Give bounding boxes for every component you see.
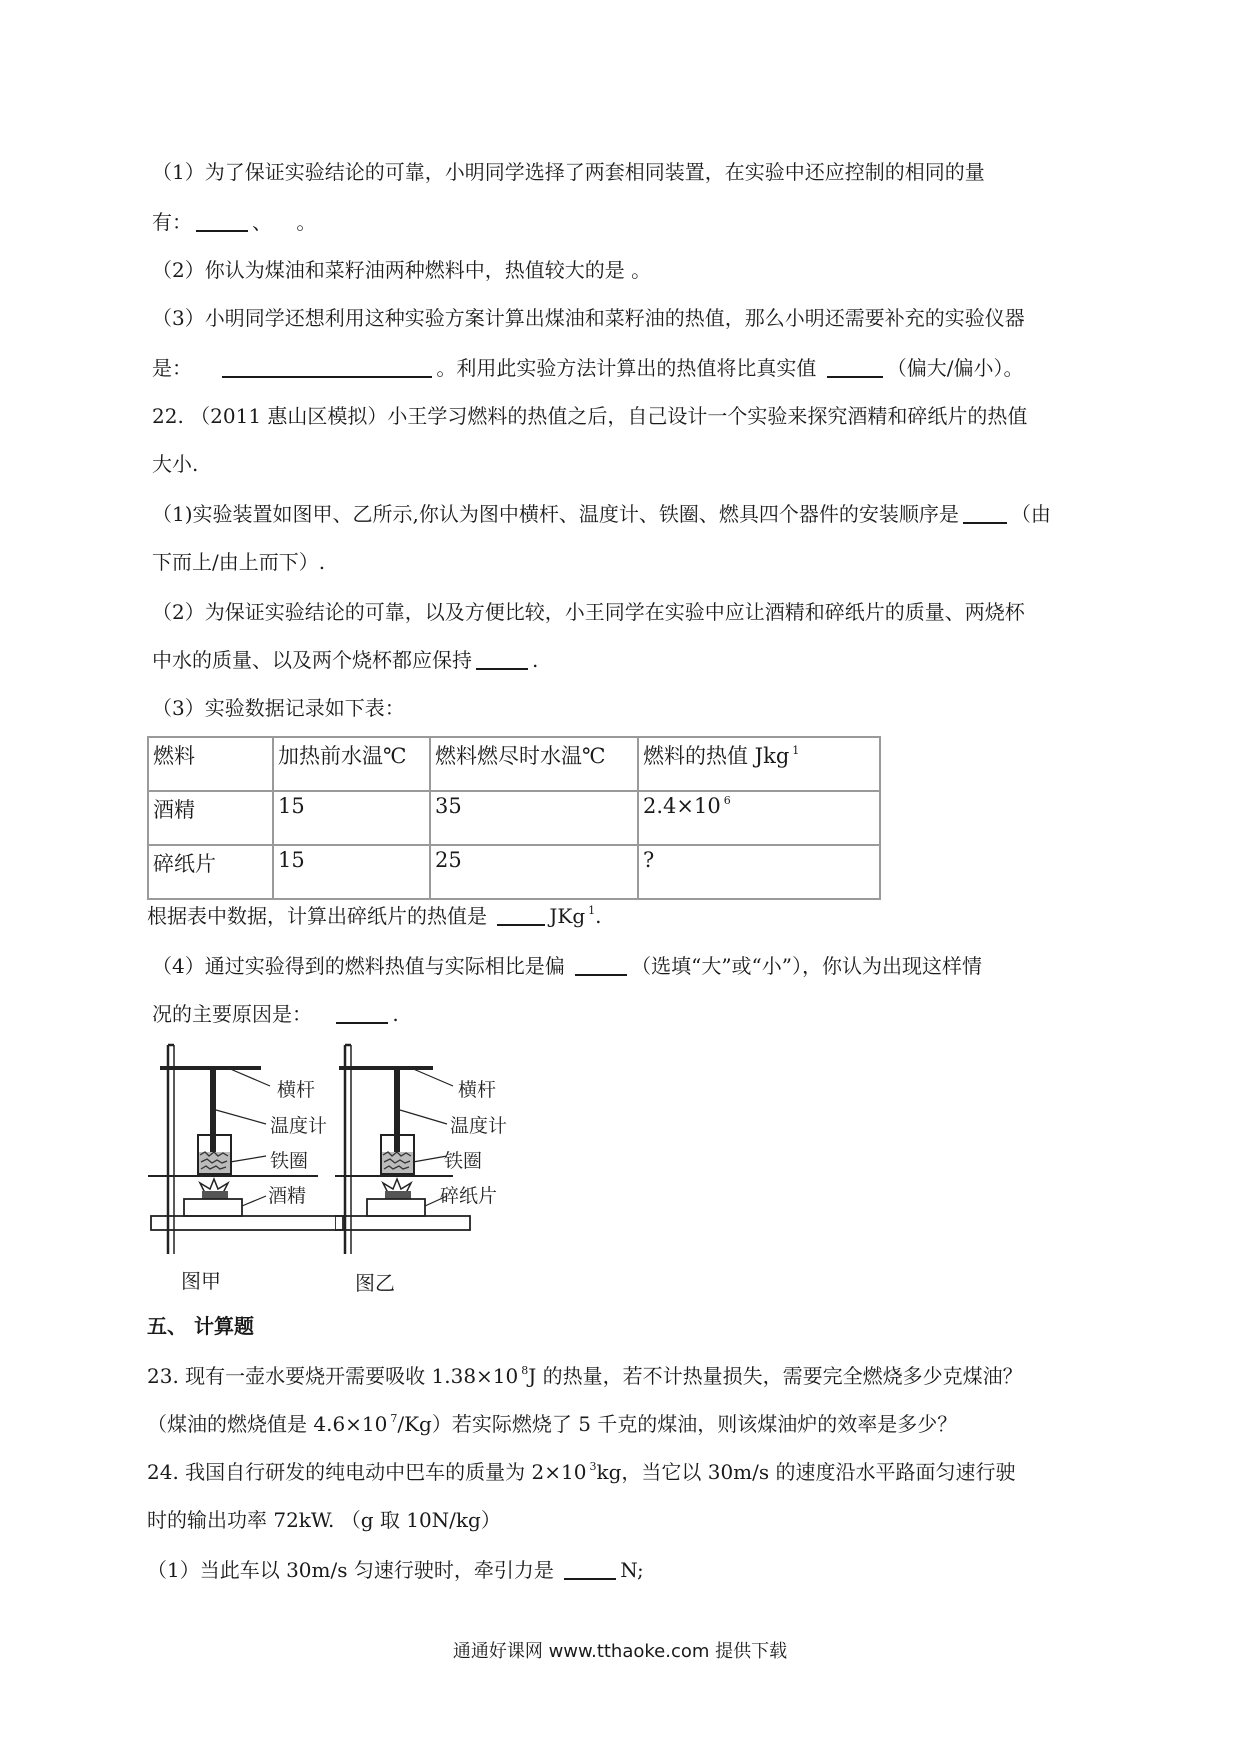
answer-blank	[963, 502, 1007, 524]
table-header-row	[148, 737, 880, 791]
q22-part1-line1	[152, 500, 1051, 528]
q24-line1	[147, 1458, 1016, 1490]
q24-text-b: kg，当它以 30m/s 的速度沿水平路面匀速行驶	[596, 1460, 1016, 1484]
q21-part1-line1: （1）为了保证实验结论的可靠，小明同学选择了两套相同装置，在实验中还应控制的相同的量	[152, 160, 985, 184]
answer-blank	[827, 356, 883, 378]
label-crossbar: 横杆	[277, 1079, 316, 1101]
q22-part4-end: （选填“大”或“小”），你认为出现这样情	[631, 954, 982, 978]
superscript: 3	[589, 1460, 597, 1473]
page-footer: 通通好课网 www.tthaoke.com 提供下载	[452, 1641, 788, 1662]
q22-part1-prefix: （1)实验装置如图甲、乙所示,你认为图中横杆、温度计、铁圈、燃具四个器件的安装顺序是	[152, 502, 959, 526]
q23-line1	[147, 1362, 1023, 1394]
q21-part1-line2	[152, 208, 316, 236]
label-thermometer: 温度计	[270, 1115, 328, 1137]
superscript: 7	[390, 1412, 398, 1425]
q21-part1-prefix: 有：	[152, 210, 192, 234]
q22-calc-end: .	[595, 904, 602, 928]
q24-part1-end: N;	[620, 1558, 644, 1582]
q22-part2-line1: （2）为保证实验结论的可靠，以及方便比较，小王同学在实验中应让酒精和碎纸片的质量、两烧杯	[152, 600, 1025, 624]
q23-text-b: J 的热量，若不计热量损失，需要完全燃烧多少克煤油？	[528, 1364, 1023, 1388]
q22-calc-unit: JKg	[549, 904, 586, 928]
table-cell: 酒精	[148, 791, 273, 845]
q21-part3-line1: （3）小明同学还想利用这种实验方案计算出煤油和菜籽油的热值，那么小明还需要补充的实验仪器	[152, 306, 1025, 330]
q22-part2-line2	[152, 646, 538, 674]
superscript: 1	[588, 904, 596, 917]
q21-part3-line2	[152, 354, 1023, 382]
table-cell: 35	[430, 791, 638, 845]
q22-part3: （3）实验数据记录如下表：	[152, 696, 405, 720]
answer-blank	[336, 1002, 388, 1024]
answer-blank	[196, 210, 248, 232]
table-cell: 25	[430, 845, 638, 899]
answer-blank	[497, 904, 545, 926]
table-cell: 碎纸片	[148, 845, 273, 899]
q21-part1-end: 。	[296, 210, 317, 234]
label-fuel: 碎纸片	[440, 1185, 498, 1207]
figure-caption-left: 图甲	[181, 1269, 221, 1293]
q22-part2-end: .	[532, 648, 539, 672]
table-header-cell	[638, 737, 880, 791]
label-thermometer: 温度计	[450, 1115, 508, 1137]
q21-part3-prefix: 是：	[152, 356, 192, 380]
q22-calc-prefix: 根据表中数据，计算出碎纸片的热值是	[147, 904, 487, 928]
label-iron-ring: 铁圈	[444, 1150, 483, 1172]
label-crossbar: 横杆	[458, 1079, 497, 1101]
table-cell: 15	[273, 845, 430, 899]
q22-part4-line2	[152, 1000, 399, 1028]
cell-text: 2.4×10	[643, 794, 721, 818]
data-table	[147, 736, 881, 900]
q22-part4-prefix2: 况的主要原因是：	[152, 1002, 312, 1026]
figure-caption-right: 图乙	[355, 1271, 395, 1295]
answer-blank	[575, 954, 627, 976]
q23-line2	[147, 1410, 957, 1442]
q24-line2: 时的输出功率 72kW. （g 取 10N/kg）	[147, 1508, 501, 1532]
table-header-cell: 燃料	[148, 737, 273, 791]
table-cell: 15	[273, 791, 430, 845]
q22-stem-line2: 大小.	[152, 452, 199, 476]
q22-part2-prefix: 中水的质量、以及两个烧杯都应保持	[152, 648, 472, 672]
q21-part1-sep: 、	[252, 210, 272, 234]
q24-part1-prefix: （1）当此车以 30m/s 匀速行驶时，牵引力是	[147, 1558, 554, 1582]
q23-text-c: （煤油的燃烧值是 4.6×10	[147, 1412, 388, 1436]
q21-part2: （2）你认为煤油和菜籽油两种燃料中，热值较大的是 。	[152, 258, 652, 282]
superscript: 6	[723, 794, 731, 807]
q22-part1-line2: 下而上/由上而下）.	[152, 550, 326, 574]
q22-part4-end2: .	[392, 1002, 399, 1026]
table-cell: ?	[638, 845, 880, 899]
label-iron-ring: 铁圈	[270, 1150, 309, 1172]
figure-left-apparatus	[148, 1040, 348, 1255]
superscript: 8	[521, 1364, 529, 1377]
superscript: 1	[792, 744, 800, 757]
table-header-cell: 燃料燃尽时水温℃	[430, 737, 638, 791]
answer-blank	[222, 356, 432, 378]
table-row	[148, 845, 880, 899]
label-fuel: 酒精	[268, 1185, 307, 1207]
table-cell	[638, 791, 880, 845]
q24-part1	[147, 1556, 644, 1584]
table-header-cell: 加热前水温℃	[273, 737, 430, 791]
q21-part3-end: （偏大/偏小）。	[886, 356, 1024, 380]
q22-calc-line	[147, 902, 601, 934]
q22-stem-line1: 22. （2011 惠山区模拟）小王学习燃料的热值之后，自己设计一个实验来探究酒精和碎纸片的热值	[152, 404, 1028, 428]
table-row	[148, 791, 880, 845]
q24-text-a: 24. 我国自行研发的纯电动中巴车的质量为 2×10	[147, 1460, 587, 1484]
q22-part1-end: （由	[1010, 502, 1051, 526]
answer-blank	[476, 648, 528, 670]
answer-blank	[564, 1558, 616, 1580]
figure-right-apparatus	[335, 1040, 535, 1255]
header-text: 燃料的热值 Jkg	[643, 744, 790, 768]
q22-part4-prefix: （4）通过实验得到的燃料热值与实际相比是偏	[152, 954, 565, 978]
q23-text-a: 23. 现有一壶水要烧开需要吸收 1.38×10	[147, 1364, 519, 1388]
q21-part3-mid: 。利用此实验方法计算出的热值将比真实值	[436, 356, 817, 380]
q23-text-d: /Kg）若实际燃烧了 5 千克的煤油，则该煤油炉的效率是多少？	[397, 1412, 958, 1436]
section-title: 五、 计算题	[147, 1314, 254, 1338]
q22-part4-line1	[152, 952, 982, 980]
